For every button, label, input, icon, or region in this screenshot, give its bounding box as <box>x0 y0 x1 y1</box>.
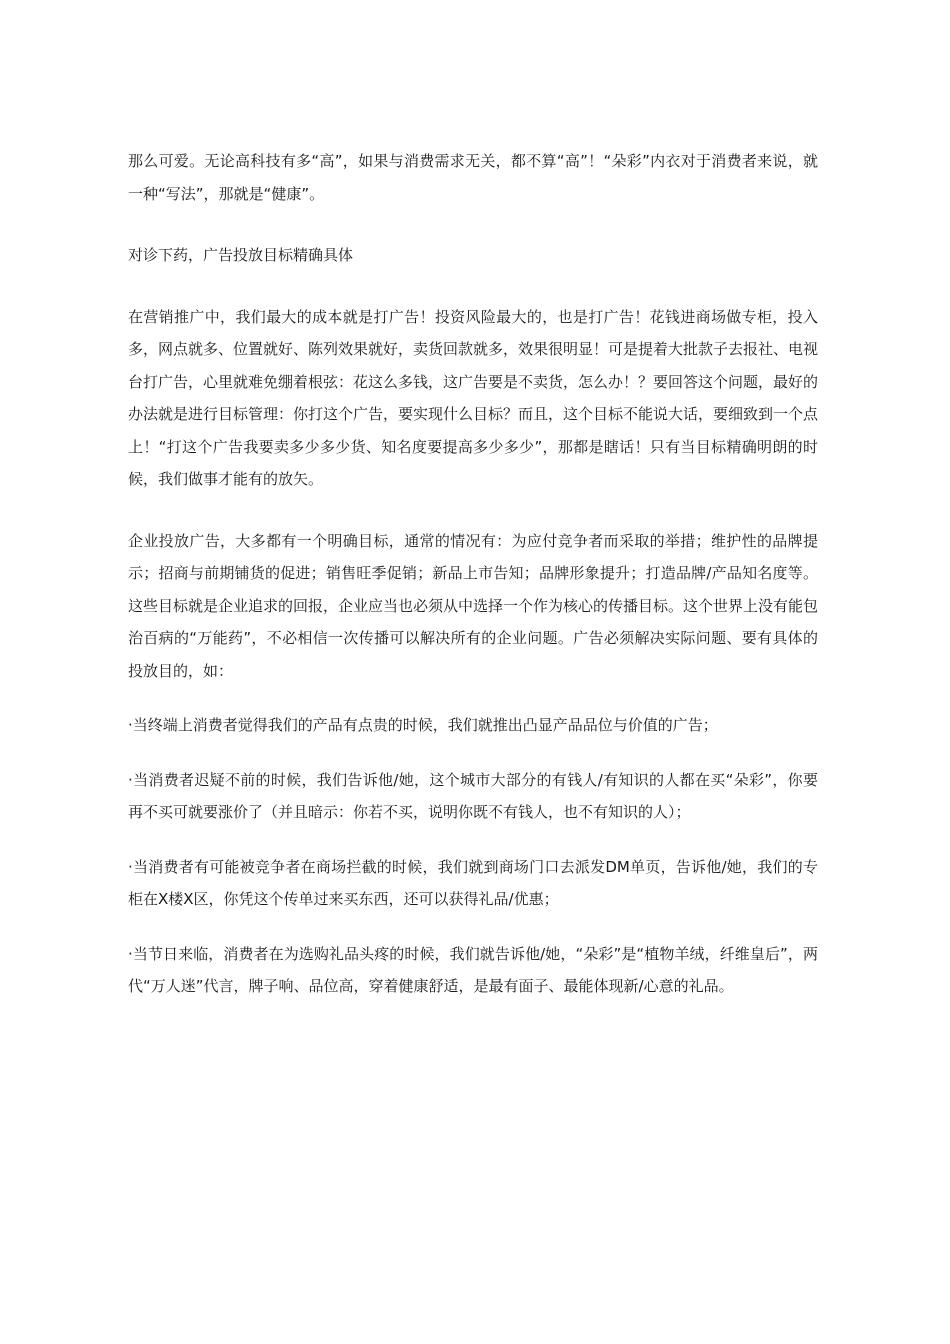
bullet-item-hesitation: ·当消费者迟疑不前的时候，我们告诉他/她，这个城市大部分的有钱人/有知识的人都在买“朵彩”，你要再不买可就要涨价了（并且暗示：你若不买，说明你既不有钱人，也不有知识的人）； <box>128 770 818 821</box>
paragraph-advertising-cost: 在营销推广中，我们最大的成本就是打广告！投资风险最大的，也是打广告！花钱进商场做专柜，投入多，网点就多、位置就好、陈列效果就好，卖货回款就多，效果很明显！可是提着大批款子去报社、电视台打广告，心里就难免绷着根弦：花这么多钱，这广告要是不卖货，怎么办！？要回答这个问题，最好的办法就是进行目标管理：你打这个广告，要实现什么目标？而且，这个目标不能说大话，要细致到一个点上！“打这个广告我要卖多少多少货、知名度要提高多少多少”，那都是瞎话！只有当目标精确明朗的时候，我们做事才能有的放矢。 <box>128 307 819 488</box>
bullet-item-competitor-interception: ·当消费者有可能被竞争者在商场拦截的时候，我们就到商场门口去派发DM单页，告诉他/她，我们的专柜在X楼X区，你凭这个传单过来买东西，还可以获得礼品/优惠； <box>128 857 818 908</box>
bullet-item-holiday-gifts: ·当节日来临，消费者在为选购礼品头疼的时候，我们就告诉他/她，“朵彩”是“植物羊绒，纤维皇后”，两代“万人迷”代言，牌子响、品位高，穿着健康舒适，是最有面子、最能体现新/心意的礼品。 <box>128 944 818 995</box>
paragraph-intro: 那么可爱。无论高科技有多“高”，如果与消费需求无关，都不算“高”！“朵彩”内衣对于消费者来说，就一种“写法”，那就是“健康”。 <box>128 152 818 203</box>
paragraph-advertising-goals: 企业投放广告，大多都有一个明确目标，通常的情况有：为应付竞争者而采取的举措；维护性的品牌提示；招商与前期铺货的促进；销售旺季促销；新品上市告知；品牌形象提升；打造品牌/产品知名度等。这些目标就是企业追求的回报，企业应当也必须从中选择一个作为核心的传播目标。这个世界上没有能包治百病的“万能药”，不必相信一次传播可以解决所有的企业问题。广告必须解决实际问题、要有具体的投放目的，如： <box>128 531 819 680</box>
section-heading: 对诊下药，广告投放目标精确具体 <box>128 246 354 264</box>
bullet-item-price-perception: ·当终端上消费者觉得我们的产品有点贵的时候，我们就推出凸显产品品位与价值的广告； <box>128 716 718 734</box>
document-page <box>128 145 818 1025</box>
